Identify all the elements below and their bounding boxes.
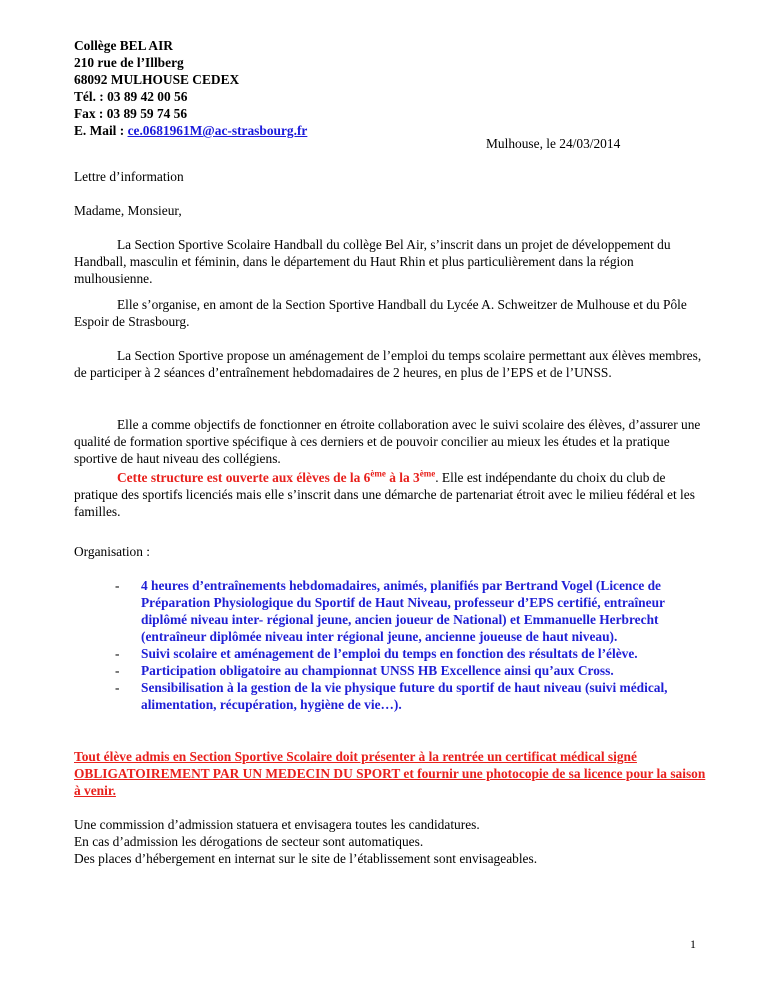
list-item: [115, 679, 711, 713]
letterhead: [74, 37, 307, 139]
organisation-title: Organisation :: [74, 544, 150, 559]
list-item: [115, 577, 711, 645]
closing-line-1: Une commission d’admission statuera et envisagera toutes les candidatures.: [74, 817, 480, 832]
levels-highlight-a: Cette structure est ouverte aux élèves de la 6: [117, 470, 371, 485]
school-street: 210 rue de l’Illberg: [74, 55, 184, 70]
letter-subject: Lettre d’information: [74, 169, 184, 184]
list-item-text: 4 heures d’entraînements hebdomadaires, animés, planifiés par Bertrand Vogel (Licence de Préparation Physiologique du Sportif de Haut Niveau, professeur d’EPS certifié, entraîneur diplômé niveau inter- régional jeune, ancien joueur de National) et Emmanuelle Herbrecht (entraîneur diplômée niveau inter régional jeune, ancienne joueuse de haut niveau).: [141, 578, 665, 644]
list-dash: -: [115, 646, 120, 661]
list-item: [115, 662, 711, 679]
organisation-list: [115, 577, 711, 713]
school-city: 68092 MULHOUSE CEDEX: [74, 72, 240, 87]
school-name: Collège BEL AIR: [74, 38, 173, 53]
list-item: [115, 645, 711, 662]
paragraph-2: Elle s’organise, en amont de la Section Sportive Handball du Lycée A. Schweitzer de Mulhouse et du Pôle Espoir de Strasbourg.: [74, 297, 687, 329]
date-line: Mulhouse, le 24/03/2014: [486, 136, 621, 151]
levels-highlight-b: à la 3: [385, 470, 420, 485]
closing-line-3: Des places d’hébergement en internat sur le site de l’établissement sont envisageables.: [74, 851, 538, 866]
list-dash: -: [115, 680, 120, 695]
paragraph-1: La Section Sportive Scolaire Handball du collège Bel Air, s’inscrit dans un projet de développement du Handball, masculin et féminin, dans le département du Haut Rhin et plus particulièrement dans la région mulhousienne.: [74, 237, 671, 286]
list-item-text: Sensibilisation à la gestion de la vie physique future du sportif de haut niveau (suivi médical, alimentation, récupération, hygiène de vie…).: [141, 680, 668, 712]
list-item-text: Participation obligatoire au championnat UNSS HB Excellence ainsi qu’aux Cross.: [141, 663, 614, 678]
salutation: Madame, Monsieur,: [74, 203, 182, 218]
paragraph-4: Elle a comme objectifs de fonctionner en étroite collaboration avec le suivi scolaire des élèves, d’assurer une qualité de formation sportive spécifique à ces derniers et de pouvoir concilier au mieux les études et la pratique sportive de haut niveau des collégiens.: [74, 417, 701, 466]
school-fax: Fax : 03 89 59 74 56: [74, 106, 188, 121]
email-label: E. Mail :: [74, 123, 128, 138]
page-number: 1: [690, 937, 696, 951]
school-phone: Tél. : 03 89 42 00 56: [74, 89, 188, 104]
list-item-text: Suivi scolaire et aménagement de l’emploi du temps en fonction des résultats de l’élève.: [141, 646, 638, 661]
medical-certificate-warning: Tout élève admis en Section Sportive Scolaire doit présenter à la rentrée un certificat médical signé OBLIGATOIREMENT PAR UN MEDECIN DU SPORT et fournir une photocopie de sa licence pour la saison à venir.: [74, 749, 706, 798]
email-link[interactable]: ce.0681961M@ac-strasbourg.fr: [127, 123, 308, 138]
list-dash: -: [115, 578, 120, 593]
paragraph-5-rest: . Elle est indépendante du choix du club de pratique des sportifs licenciés mais elle s’inscrit dans une démarche de partenariat étroit avec le milieu fédéral et les familles.: [74, 470, 695, 519]
paragraph-3: La Section Sportive propose un aménagement de l’emploi du temps scolaire permettant aux élèves membres, de participer à 2 séances d’entraînement hebdomadaires de 2 heures, en plus de l’EPS et de l’UNSS.: [74, 348, 702, 380]
grade-superscript-2: ème: [419, 468, 436, 479]
closing-line-2: En cas d’admission les dérogations de secteur sont automatiques.: [74, 834, 424, 849]
list-dash: -: [115, 663, 120, 678]
school-email-line: [74, 122, 307, 139]
paragraph-5: [74, 469, 710, 520]
grade-superscript-1: ème: [370, 468, 386, 479]
